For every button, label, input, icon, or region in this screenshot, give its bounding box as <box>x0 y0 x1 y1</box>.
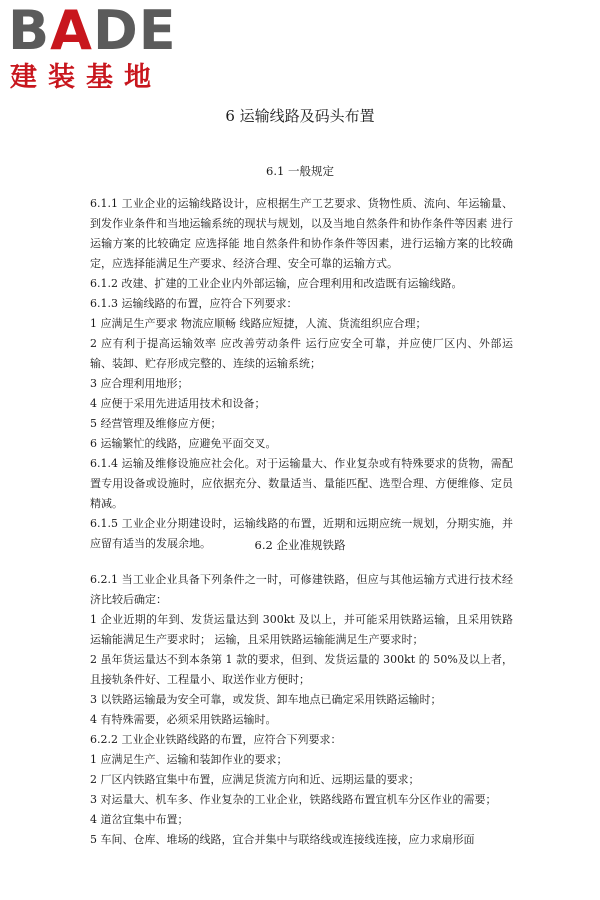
paragraph: 3 应合理利用地形； <box>90 377 189 390</box>
section-heading-general: 6.1 一般规定 <box>266 164 334 178</box>
section-body-railway <box>90 570 513 850</box>
paragraph: 3 对运量大、机车多、作业复杂的工业企业，铁路线路布置宜机车分区作业的需要； <box>90 793 497 806</box>
paragraph: 1 应满足生产、运输和装卸作业的要求； <box>90 753 288 766</box>
paragraph: 5 车间、仓库、堆场的线路，宜合并集中与联络线或连接线连接，应力求扇形面 <box>90 833 475 846</box>
paragraph: 6.1.2 改建、扩建的工业企业内外部运输，应合理利用和改造既有运输线路。 <box>90 277 463 290</box>
paragraph: 6.1.3 运输线路的布置，应符合下列要求： <box>90 297 298 310</box>
paragraph: 2 应有利于提高运输效率 应改善劳动条件 运行应安全可靠，并应使厂区内、外部运输、装卸、贮存形成完整的、连续的运输系统； <box>90 337 513 370</box>
logo-wordmark <box>8 0 177 62</box>
section-body-general <box>90 194 513 554</box>
paragraph: 1 企业近期的年到、发货运量达到 300kt 及以上，并可能采用铁路运输，且采用铁路运输能满足生产要求时； 运输，且采用铁路运输能满足生产要求时； <box>90 613 513 646</box>
paragraph: 4 道岔宜集中布置； <box>90 813 189 826</box>
paragraph: 6.1.1 工业企业的运输线路设计，应根据生产工艺要求、货物性质、流向、年运输量、到发作业条件和当地运输系统的现状与规划，以及当地自然条件和协作条件等因素 进行运输方案的比较确定 应选择能 地自然条件和协作条件等因素，进行运输方案的比较确定，应选择能满足生产要求、经济合理、安全可靠的运输方式。 <box>90 197 513 270</box>
logo-letter-a: A <box>50 0 93 62</box>
section-heading-railway: 6.2 企业准规铁路 <box>254 538 346 552</box>
paragraph: 6.2.1 当工业企业具备下列条件之一时，可修建铁路，但应与其他运输方式进行技术经济比较后确定： <box>90 573 513 606</box>
logo-subtitle: 建装基地 <box>10 62 162 93</box>
paragraph: 6.1.4 运输及维修设施应社会化。对于运输量大、作业复杂或有特殊要求的货物，需配置专用设备或设施时，应依据充分、数量适当、量能匹配、选型合理、方便维修、定员精减。 <box>90 457 513 510</box>
paragraph: 2 虽年货运量达不到本条第 1 款的要求，但到、发货运量的 300kt 的 50%及以上者，且接轨条件好、工程量小、取送作业方便时； <box>90 653 513 686</box>
paragraph: 6.1.5 工业企业分期建设时，运输线路的布置，近期和远期应统一规划，分期实施，并应留有适当的发展余地。 <box>90 517 513 550</box>
chapter-title: 6 运输线路及码头布置 <box>225 107 375 125</box>
paragraph: 2 厂区内铁路宜集中布置，应满足货流方向和近、远期运量的要求； <box>90 773 420 786</box>
paragraph: 1 应满足生产要求 物流应顺畅 线路应短捷，人流、货流组织应合理； <box>90 317 427 330</box>
logo-letters-de: DE <box>92 0 177 62</box>
paragraph: 6.2.2 工业企业铁路线路的布置，应符合下列要求： <box>90 733 342 746</box>
paragraph: 6 运输繁忙的线路，应避免平面交叉。 <box>90 437 277 450</box>
paragraph: 4 有特殊需要，必须采用铁路运输时。 <box>90 713 277 726</box>
paragraph: 3 以铁路运输最为安全可靠，或发货、卸车地点已确定采用铁路运输时； <box>90 693 442 706</box>
bade-logo <box>8 0 178 100</box>
paragraph: 4 应便于采用先进适用技术和设备； <box>90 397 266 410</box>
logo-letter-b: B <box>8 0 51 62</box>
paragraph: 5 经营管理及维修应方便； <box>90 417 222 430</box>
